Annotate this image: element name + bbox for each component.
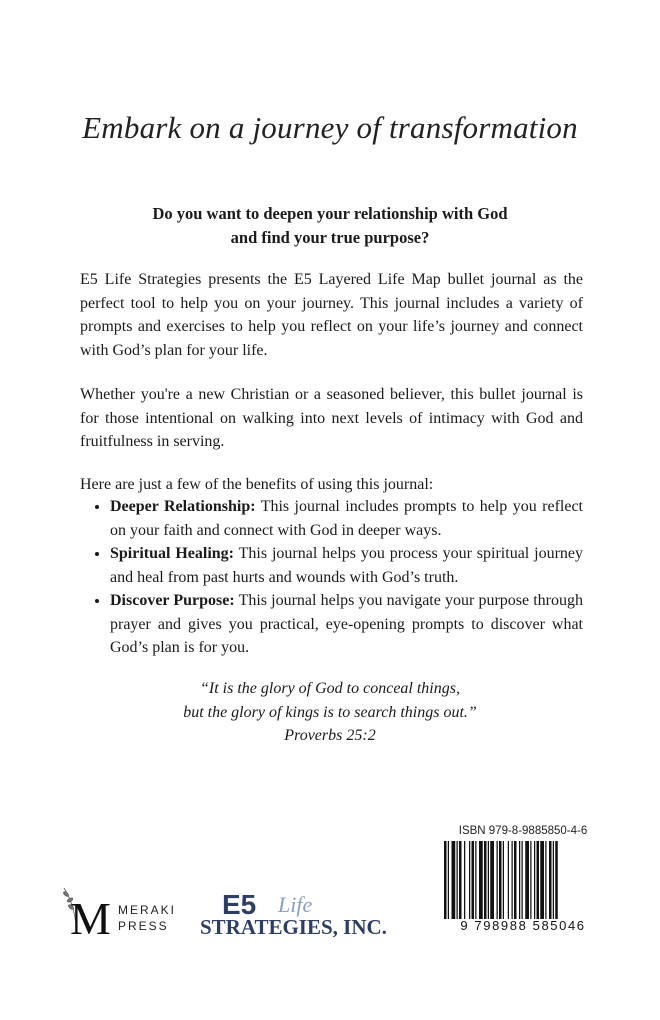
barcode-stripe — [472, 841, 475, 919]
tagline: Embark on a journey of transformation — [82, 110, 578, 145]
scripture-quote — [80, 677, 580, 748]
benefit-item — [110, 495, 583, 542]
barcode-stripe — [534, 841, 535, 919]
e5-company-name: STRATEGIES, INC. — [200, 915, 387, 939]
barcode-stripe — [555, 841, 558, 919]
barcode-stripe — [525, 841, 529, 919]
barcode-stripe — [512, 841, 513, 919]
question-line-2: and find your true purpose? — [230, 228, 430, 247]
barcode-stripe — [553, 841, 554, 919]
press-word: PRESS — [118, 919, 169, 933]
barcode-stripe — [459, 841, 462, 919]
quote-line-1: “It is the glory of God to conceal things, — [200, 680, 460, 697]
barcode-stripe — [540, 841, 544, 919]
benefit-title: Spiritual Healing: — [110, 545, 235, 562]
barcode-stripe — [499, 841, 502, 919]
audience-paragraph: Whether you're a new Christian or a seasoned believer, this bullet journal is for those intentional on walking into next levels of intimacy with God and fruitfulness in serving. — [80, 386, 583, 450]
barcode-stripe — [457, 841, 458, 919]
benefits-intro: Here are just a few of the benefits of using this journal: — [80, 476, 434, 493]
barcode-stripe — [464, 841, 465, 919]
intro-paragraph: E5 Life Strategies presents the E5 Layered Life Map bullet journal as the perfect tool to help you on your journey. This journal includes a variety of prompts and exercises to help you reflect on your life’s journey and connect with God’s plan for your life. — [80, 271, 583, 359]
barcode-stripe — [444, 841, 447, 919]
benefit-text: This journal helps you process your spiritual journey and heal from past hurts and wounds with God’s truth. — [110, 545, 584, 586]
barcode-stripe — [475, 841, 476, 919]
barcode-stripe — [503, 841, 504, 919]
meraki-letter: M — [70, 893, 111, 944]
barcode-stripe — [484, 841, 487, 919]
e5-strategies-logo — [200, 890, 405, 940]
quote-reference: Proverbs 25:2 — [284, 727, 376, 744]
barcode-stripe — [488, 841, 489, 919]
barcode-stripe — [508, 841, 509, 919]
meraki-press-logo — [58, 884, 178, 944]
benefit-title: Discover Purpose: — [110, 592, 235, 609]
quote-line-2: but the glory of kings is to search things out.” — [183, 703, 477, 721]
barcode-stripe — [469, 841, 470, 919]
isbn-text: ISBN 979-8-9885850-4-6 — [458, 825, 588, 837]
barcode-stripe — [519, 841, 520, 919]
barcode-stripe — [448, 841, 449, 919]
benefit-text: This journal includes prompts to help you reflect on your faith and connect with God in deeper ways. — [110, 498, 583, 539]
barcode-stripe — [530, 841, 531, 919]
barcode-number: 9 798988 585046 — [460, 918, 586, 933]
benefit-title: Deeper Relationship: — [110, 498, 256, 515]
barcode-bars — [444, 841, 602, 919]
question-line-1: Do you want to deepen your relationship with God — [152, 204, 508, 223]
headline-question — [80, 202, 580, 250]
e5-mark: E5 — [222, 890, 257, 920]
benefit-item — [110, 542, 583, 589]
benefit-item — [110, 589, 583, 660]
barcode-stripe — [549, 841, 552, 919]
barcode-stripe — [522, 841, 523, 919]
meraki-word: MERAKI — [118, 903, 177, 917]
isbn-barcode — [438, 825, 608, 945]
barcode-stripe — [497, 841, 498, 919]
barcode-stripe — [514, 841, 517, 919]
barcode-stripe — [537, 841, 540, 919]
barcode-stripe — [452, 841, 456, 919]
barcode-stripe — [490, 841, 494, 919]
barcode-stripe — [479, 841, 483, 919]
benefit-text: This journal helps you navigate your purpose through prayer and gives you practical, eye-opening prompts to discover what God’s plan is for you. — [110, 592, 584, 656]
barcode-stripe — [545, 841, 546, 919]
benefits-list — [80, 495, 583, 660]
e5-life-script: Life — [278, 892, 313, 917]
